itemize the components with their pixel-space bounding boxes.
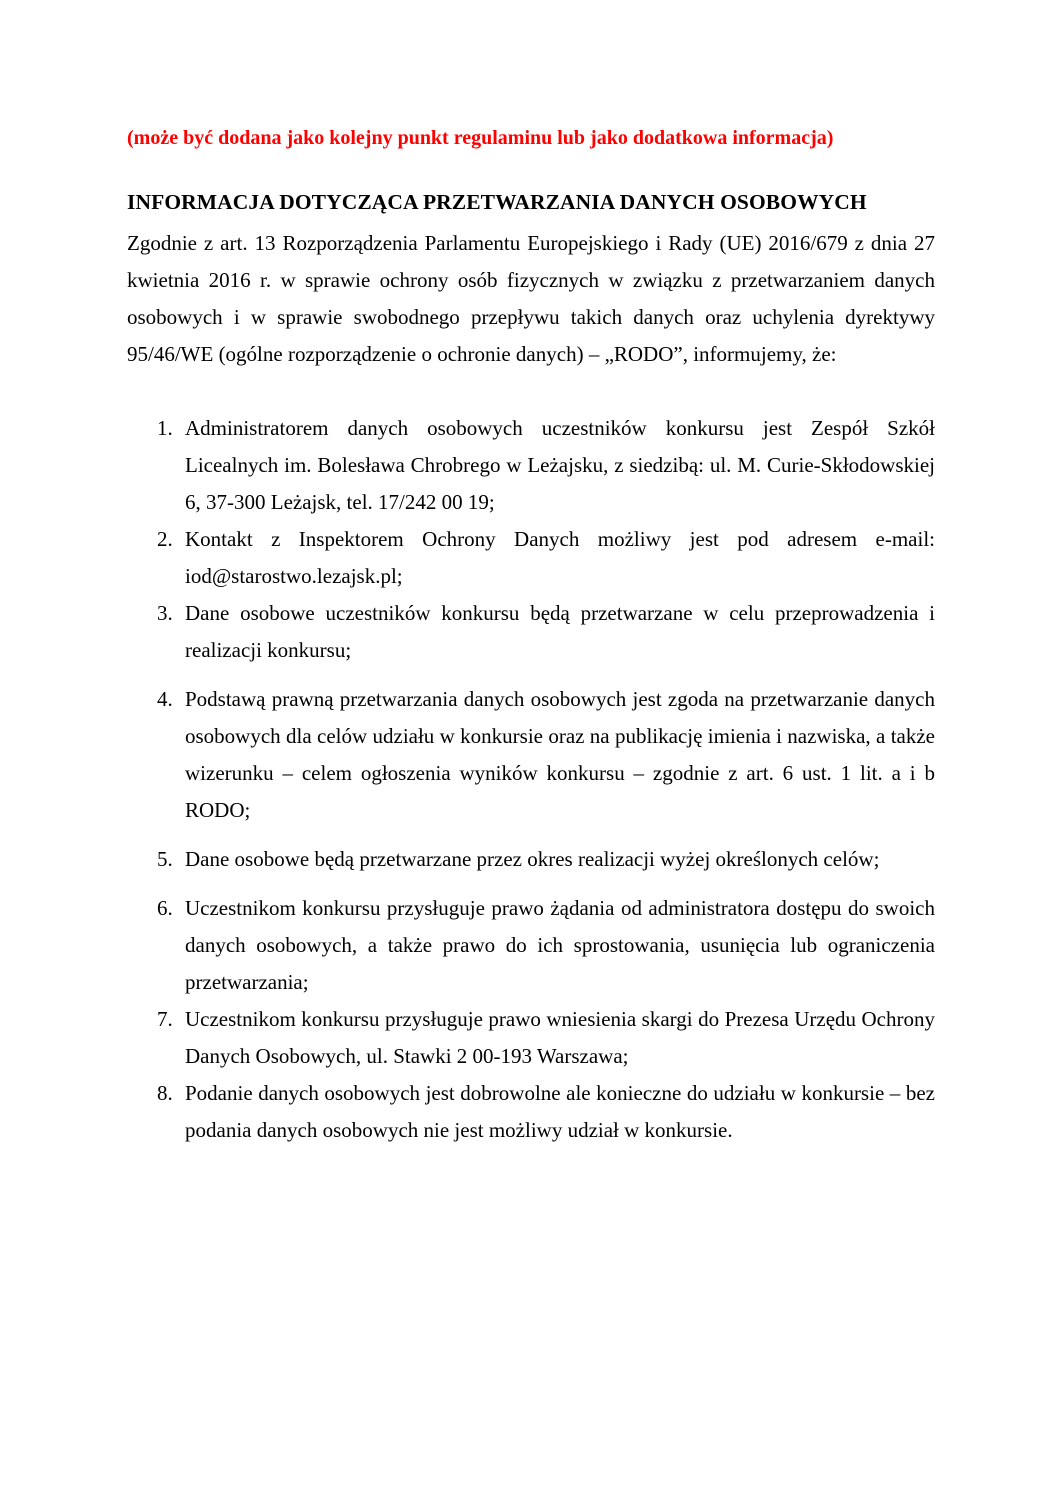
list-item-number: 3. [157, 601, 173, 625]
list-item-text: Podstawą prawną przetwarzania danych osobowych jest zgoda na przetwarzanie danych osobowych dla celów udziału w konkursie oraz na publikację imienia i nazwiska, a także wizerunku – celem ogłoszenia wyników konkursu – zgodnie z art. 6 ust. 1 lit. a i b RODO; [185, 687, 935, 822]
editorial-note: (może być dodana jako kolejny punkt regulaminu lub jako dodatkowa informacja) [127, 127, 834, 149]
list-item-number: 2. [157, 527, 173, 551]
list-item-number: 6. [157, 896, 173, 920]
list-item-number: 1. [157, 416, 173, 440]
list-item [157, 890, 935, 1001]
list-item-number: 5. [157, 847, 173, 871]
list-item-text: Dane osobowe będą przetwarzane przez okres realizacji wyżej określonych celów; [185, 847, 880, 871]
list-item-text: Uczestnikom konkursu przysługuje prawo wniesienia skargi do Prezesa Urzędu Ochrony Danych Osobowych, ul. Stawki 2 00-193 Warszawa; [185, 1007, 935, 1068]
document-title: INFORMACJA DOTYCZĄCA PRZETWARZANIA DANYCH OSOBOWYCH [127, 190, 867, 214]
list-item-number: 4. [157, 687, 173, 711]
list-item [157, 521, 935, 595]
list-item [157, 841, 935, 878]
list-item-text: Podanie danych osobowych jest dobrowolne ale konieczne do udziału w konkursie – bez podania danych osobowych nie jest możliwy udział w konkursie. [185, 1081, 935, 1142]
intro-paragraph: Zgodnie z art. 13 Rozporządzenia Parlamentu Europejskiego i Rady (UE) 2016/679 z dnia 27 kwietnia 2016 r. w sprawie ochrony osób fizycznych w związku z przetwarzaniem danych osobowych i w sprawie swobodnego przepływu takich danych oraz uchylenia dyrektywy 95/46/WE (ogólne rozporządzenie o ochronie danych) – „RODO”, informujemy, że: [127, 231, 935, 366]
list-item [157, 1001, 935, 1075]
numbered-list [127, 410, 935, 1149]
list-item [157, 1075, 935, 1149]
list-item [157, 595, 935, 669]
list-item-text: Dane osobowe uczestników konkursu będą przetwarzane w celu przeprowadzenia i realizacji konkursu; [185, 601, 935, 662]
list-item-number: 7. [157, 1007, 173, 1031]
list-item-text: Uczestnikom konkursu przysługuje prawo żądania od administratora dostępu do swoich danych osobowych, a także prawo do ich sprostowania, usunięcia lub ograniczenia przetwarzania; [185, 896, 935, 994]
list-item [157, 410, 935, 521]
list-item [157, 681, 935, 829]
list-item-text: Administratorem danych osobowych uczestników konkursu jest Zespół Szkół Licealnych im. Bolesława Chrobrego w Leżajsku, z siedzibą: ul. M. Curie-Skłodowskiej 6, 37-300 Leżajsk, tel. 17/242 00 19; [185, 416, 935, 514]
list-item-text: Kontakt z Inspektorem Ochrony Danych możliwy jest pod adresem e-mail: iod@starostwo.lezajsk.pl; [185, 527, 935, 588]
list-item-number: 8. [157, 1081, 173, 1105]
